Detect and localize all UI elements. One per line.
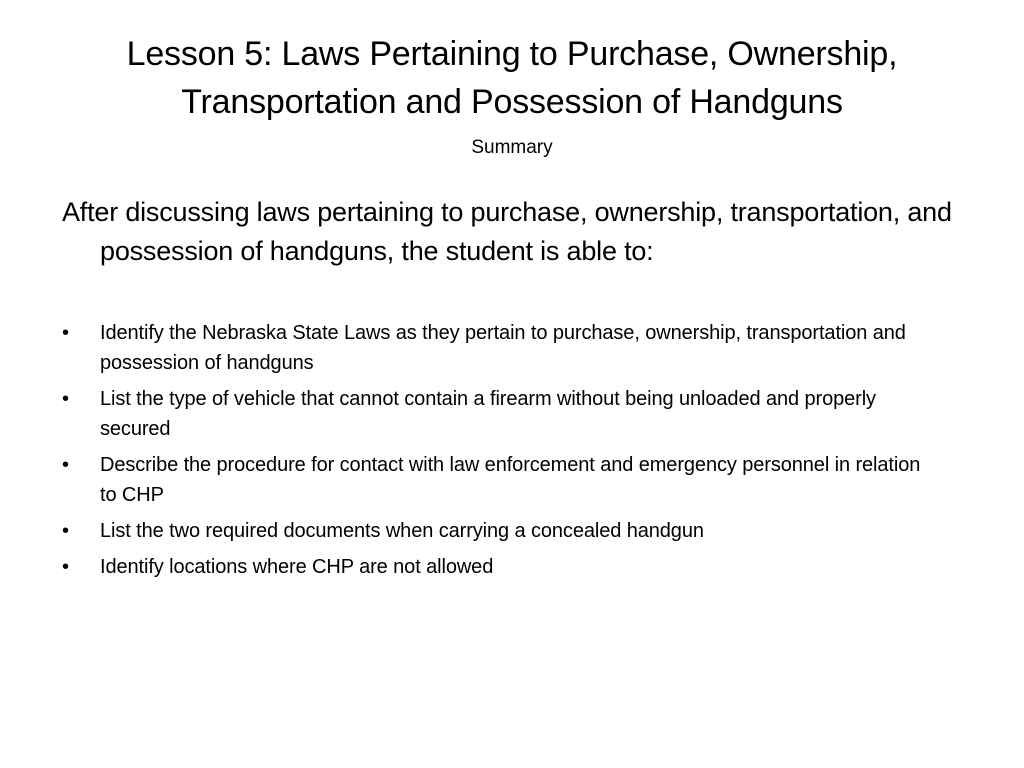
- bullet-list: [62, 318, 922, 588]
- bullet-marker: •: [62, 454, 69, 476]
- bullet-item-contact-procedure: [62, 450, 922, 510]
- slide-title: Lesson 5: Laws Pertaining to Purchase, Ownership, Transportation and Possession of Handguns: [126, 35, 898, 121]
- intro-paragraph: After discussing laws pertaining to purchase, ownership, transportation, and possession of handguns, the student is able to:: [62, 197, 952, 266]
- bullet-marker: •: [62, 556, 69, 578]
- bullet-text: List the two required documents when carrying a concealed handgun: [100, 520, 704, 542]
- bullet-marker: •: [62, 388, 69, 410]
- bullet-item-vehicle-type: [62, 384, 922, 444]
- bullet-marker: •: [62, 520, 69, 542]
- bullet-item-required-documents: [62, 516, 922, 546]
- bullet-marker: •: [62, 322, 69, 344]
- slide-subtitle: Summary: [471, 137, 553, 158]
- bullet-text: List the type of vehicle that cannot contain a firearm without being unloaded and properly secured: [100, 388, 876, 440]
- bullet-text: Identify locations where CHP are not allowed: [100, 556, 494, 578]
- bullet-text: Identify the Nebraska State Laws as they pertain to purchase, ownership, transportation and possession of handguns: [100, 322, 906, 374]
- bullet-item-prohibited-locations: [62, 552, 922, 582]
- bullet-text: Describe the procedure for contact with law enforcement and emergency personnel in relation to CHP: [100, 454, 921, 506]
- bullet-item-identify-laws: [62, 318, 922, 378]
